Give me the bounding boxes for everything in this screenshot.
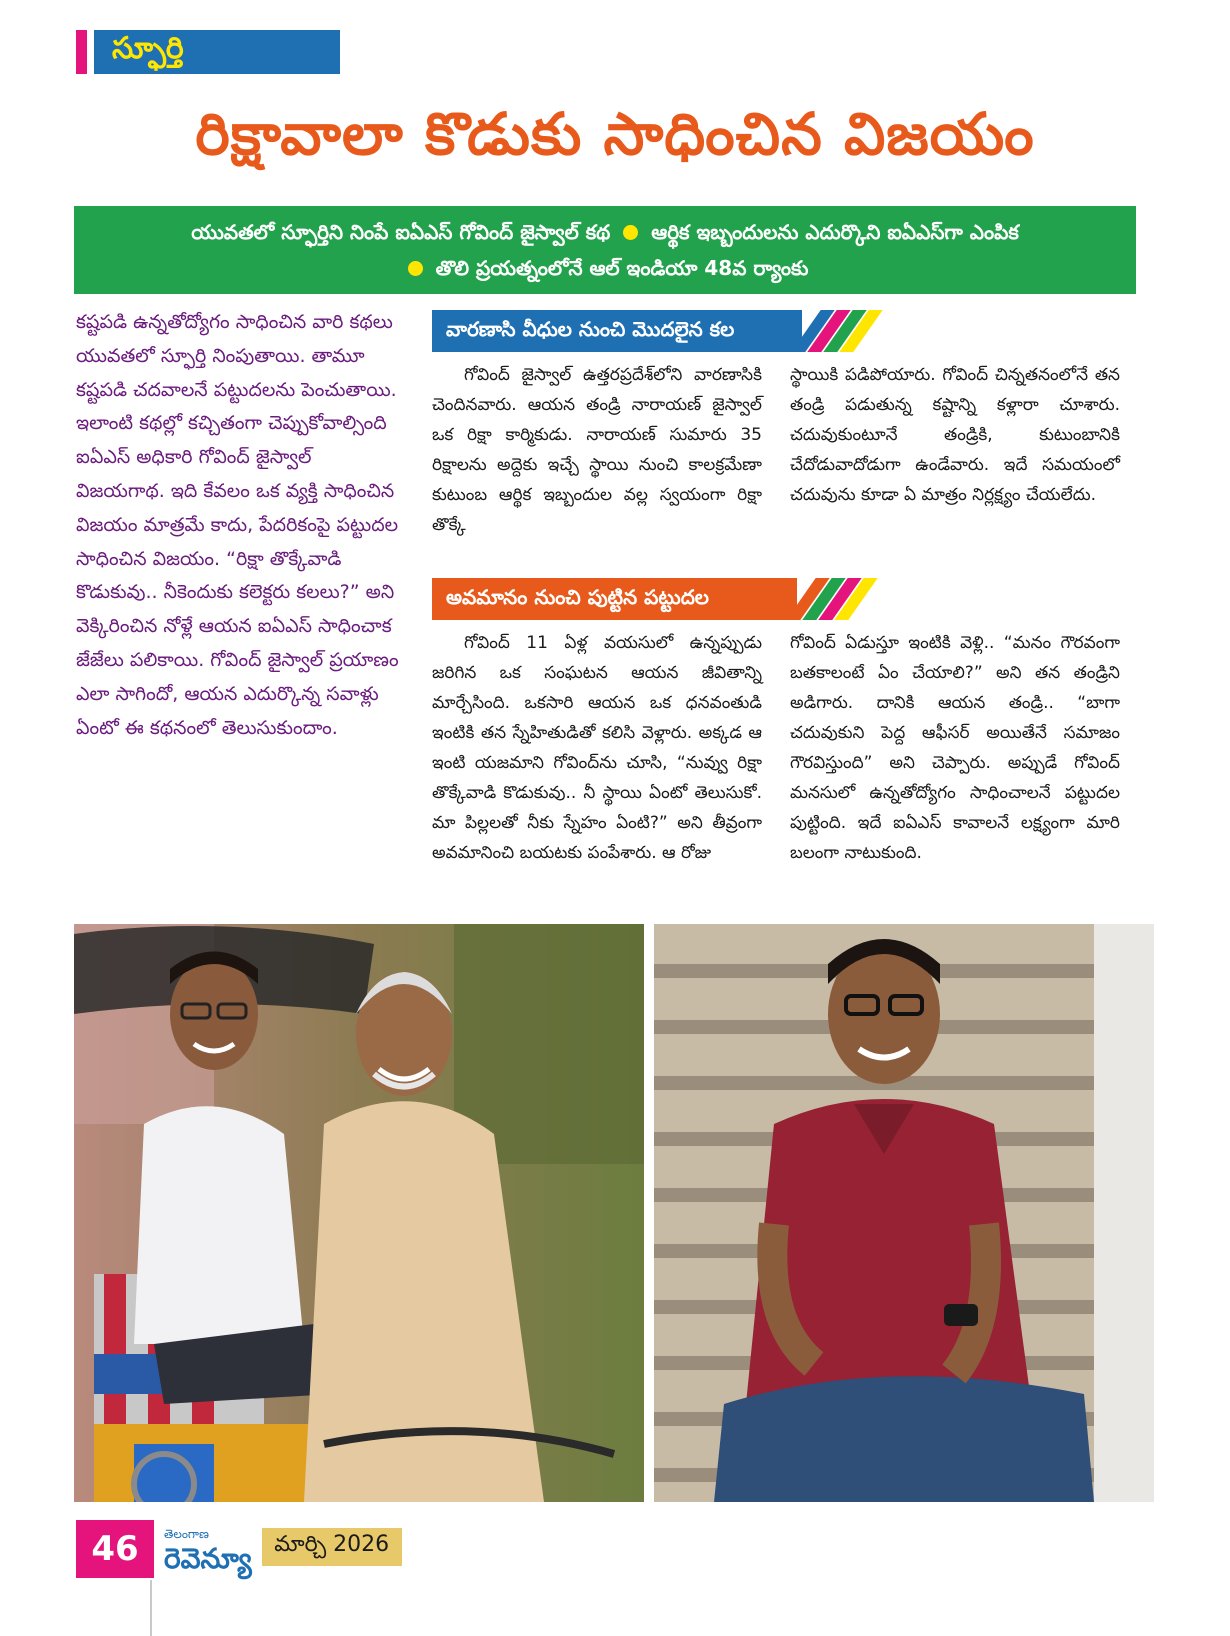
- magazine-brand: [154, 1520, 262, 1578]
- photo-govind-with-father: [74, 924, 644, 1502]
- summary-banner: [74, 206, 1136, 294]
- banner-line-2: [402, 250, 809, 286]
- page-gutter-line: [150, 1580, 152, 1636]
- article-title: రిక్షావాలా కొడుకు సాధించిన విజయం: [195, 100, 1035, 168]
- bullet-dot-icon: [408, 261, 423, 276]
- section2-heading-text: అవమానం నుంచి పుట్టిన పట్టుదల: [432, 578, 797, 620]
- section2-text-2: గోవింద్ ఏడుస్తూ ఇంటికి వెళ్లి.. “మనం గౌరవంగా బతకాలంటే ఏం చేయాలి?” అని తన తండ్రిని అడిగారు. దానికి ఆయన తండ్రి.. “బాగా చదువుకుని పెద్ద ఆఫీసర్ అయితేనే సమాజం గౌరవిస్తుంది” అని చెప్పారు. అప్పుడే గోవింద్ మనసులో ఉన్నతోద్యోగం సాధించాలనే పట్టుదల పుట్టింది. ఇదే ఐఏఎస్ కావాలనే లక్ష్యంగా మారి బలంగా నాటుకుంది.: [790, 633, 1120, 863]
- heading-stripes: [802, 310, 892, 352]
- section1-column-2: [790, 360, 1120, 510]
- tag-accent-bar: [76, 30, 87, 74]
- bullet-dot-icon: [623, 225, 638, 240]
- brand-subtitle: తెలంగాణ: [164, 1526, 209, 1541]
- section1-heading: [432, 310, 892, 352]
- section1-text-1: గోవింద్ జైస్వాల్ ఉత్తరప్రదేశ్‌లోని వారణాసికి చెందినవారు. ఆయన తండ్రి నారాయణ్ జైస్వాల్ ఒక రిక్షా కార్మికుడు. నారాయణ్ సుమారు 35 రిక్షాలను అద్దెకు ఇచ్చే స్థాయి నుంచి కాలక్రమేణా కుటుంబ ఆర్థిక ఇబ్బందుల వల్ల స్వయంగా రిక్షా తొక్కే: [432, 365, 762, 535]
- section2-column-1: [432, 628, 762, 868]
- section-tag: [76, 30, 340, 74]
- section2-text-1: గోవింద్ 11 ఏళ్ల వయసులో ఉన్నప్పుడు జరిగిన ఒక సంఘటన ఆయన జీవితాన్ని మార్చేసింది. ఒకసారి ఆయన ఒక ధనవంతుడి ఇంటికి తన స్నేహితుడితో కలిసి వెళ్లారు. అక్కడ ఆ ఇంటి యజమాని గోవింద్‌ను చూసి, “నువ్వు రిక్షా తొక్కేవాడి కొడుకువు.. నీ స్థాయి ఏంటో తెలుసుకో. మా పిల్లలతో నీకు స్నేహం ఏంటి?” అని తీవ్రంగా అవమానించి బయటకు పంపేశారు. ఆ రోజు: [432, 633, 762, 863]
- section1-text-2: స్థాయికి పడిపోయారు. గోవింద్ చిన్నతనంలోనే తన తండ్రి పడుతున్న కష్టాన్ని కళ్లారా చూశారు. చదువుకుంటూనే తండ్రికి, కుటుంబానికి చేదోడువాదోడుగా ఉండేవారు. ఇదే సమయంలో చదువును కూడా ఏ మాత్రం నిర్లక్ష్యం చేయలేదు.: [790, 365, 1120, 505]
- intro-text: కష్టపడి ఉన్నతోద్యోగం సాధించిన వారి కథలు యువతలో స్ఫూర్తి నింపుతాయి. తామూ కష్టపడి చదవాలనే పట్టుదలను పెంచుతాయి. ఇలాంటి కథల్లో కచ్చితంగా చెప్పుకోవాల్సింది ఐఏఎస్ అధికారి గోవింద్ జైస్వాల్ విజయగాథ. ఇది కేవలం ఒక వ్యక్తి సాధించిన విజయం మాత్రమే కాదు, పేదరికంపై పట్టుదల సాధించిన విజయం. “రిక్షా తొక్కేవాడి కొడుకువు.. నీకెందుకు కలెక్టరు కలలు?” అని వెక్కిరించిన నోళ్లే ఆయన ఐఏఎస్ సాధించాక జేజేలు పలికాయి. గోవింద్ జైస్వాల్ ప్రయాణం ఎలా సాగిందో, ఆయన ఎదుర్కొన్న సవాళ్లు ఏంటో ఈ కథనంలో తెలుసుకుందాం.: [76, 311, 399, 739]
- page-number: 46: [76, 1520, 154, 1578]
- brand-name: రెవెన్యూ: [164, 1541, 252, 1575]
- heading-stripes: [797, 578, 887, 620]
- intro-paragraph: [76, 306, 406, 745]
- section-tag-label: స్ఫూర్తి: [94, 30, 340, 74]
- issue-date: మార్చి 2026: [262, 1528, 402, 1566]
- banner-point-3: తొలి ప్రయత్నంలోనే ఆల్ ఇండియా 48వ ర్యాంకు: [435, 256, 809, 280]
- section2-heading: [432, 578, 887, 620]
- banner-point-2: ఆర్థిక ఇబ్బందులను ఎదుర్కొని ఐఏఎస్‌గా ఎంపిక: [651, 220, 1019, 244]
- page-footer: [76, 1520, 402, 1578]
- banner-point-1: యువతలో స్ఫూర్తిని నింపే ఐఏఎస్ గోవింద్ జైస్వాల్ కథ: [191, 220, 611, 244]
- section1-heading-text: వారణాసి వీధుల నుంచి మొదలైన కల: [432, 310, 802, 352]
- banner-line-1: [191, 214, 1019, 250]
- photo-govind-on-steps: [654, 924, 1154, 1502]
- section2-column-2: [790, 628, 1120, 868]
- photo-illustration: [74, 924, 644, 1502]
- photo-illustration: [654, 924, 1154, 1502]
- section1-column-1: [432, 360, 762, 540]
